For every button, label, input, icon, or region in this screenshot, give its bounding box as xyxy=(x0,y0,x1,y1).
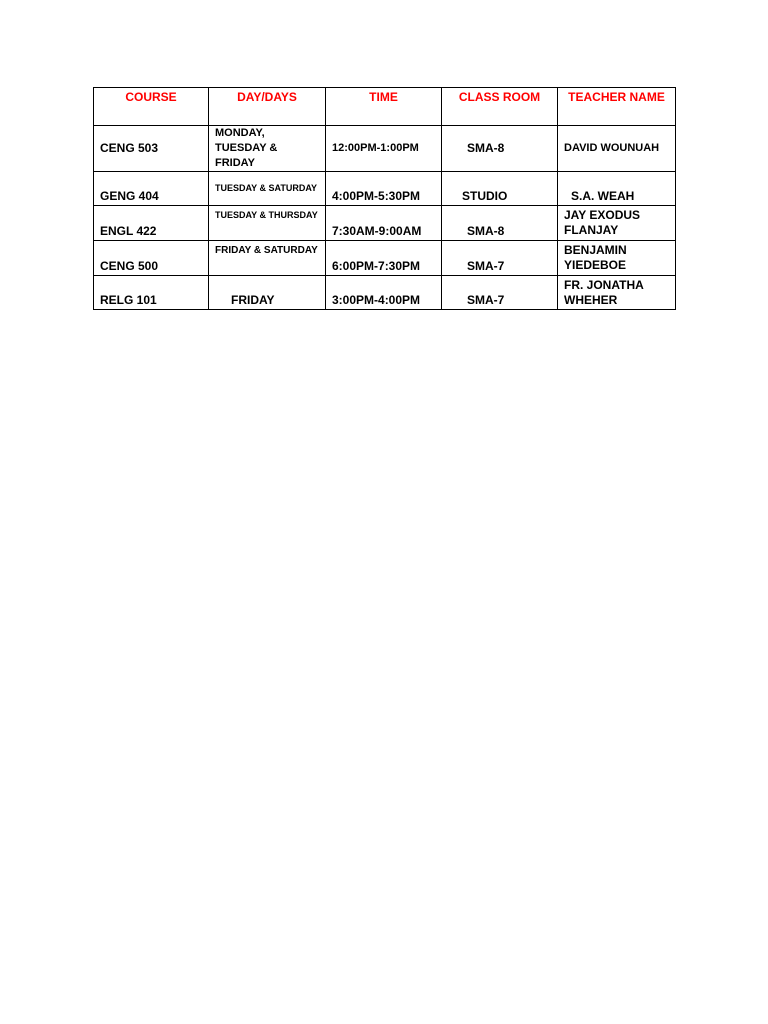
cell-teacher: FR. JONATHA WHEHER xyxy=(558,276,676,310)
cell-teacher: S.A. WEAH xyxy=(558,172,676,206)
cell-course: GENG 404 xyxy=(94,172,209,206)
cell-days: TUESDAY & THURSDAY xyxy=(209,206,326,241)
header-course: COURSE xyxy=(94,88,209,126)
cell-course: CENG 500 xyxy=(94,241,209,276)
cell-room: SMA-7 xyxy=(442,241,558,276)
cell-room: SMA-7 xyxy=(442,276,558,310)
cell-course: ENGL 422 xyxy=(94,206,209,241)
header-time: TIME xyxy=(326,88,442,126)
cell-days: FRIDAY xyxy=(209,276,326,310)
table-header-row xyxy=(94,88,676,126)
cell-teacher: DAVID WOUNUAH xyxy=(558,126,676,172)
cell-time: 6:00PM-7:30PM xyxy=(326,241,442,276)
cell-teacher: BENJAMIN YIEDEBOE xyxy=(558,241,676,276)
header-days: DAY/DAYS xyxy=(209,88,326,126)
table-row xyxy=(94,126,676,172)
cell-course: RELG 101 xyxy=(94,276,209,310)
cell-time: 12:00PM-1:00PM xyxy=(326,126,442,172)
cell-days: MONDAY, TUESDAY & FRIDAY xyxy=(209,126,326,172)
cell-days: TUESDAY & SATURDAY xyxy=(209,172,326,206)
cell-time: 3:00PM-4:00PM xyxy=(326,276,442,310)
cell-room: SMA-8 xyxy=(442,206,558,241)
table-row xyxy=(94,241,676,276)
header-class-room: CLASS ROOM xyxy=(442,88,558,126)
table-row xyxy=(94,206,676,241)
cell-days: FRIDAY & SATURDAY xyxy=(209,241,326,276)
cell-course: CENG 503 xyxy=(94,126,209,172)
header-teacher-name: TEACHER NAME xyxy=(558,88,676,126)
cell-time: 7:30AM-9:00AM xyxy=(326,206,442,241)
class-schedule-table xyxy=(93,87,676,310)
table-row xyxy=(94,276,676,310)
cell-room: SMA-8 xyxy=(442,126,558,172)
cell-teacher: JAY EXODUS FLANJAY xyxy=(558,206,676,241)
cell-time: 4:00PM-5:30PM xyxy=(326,172,442,206)
cell-room: STUDIO xyxy=(442,172,558,206)
table-row xyxy=(94,172,676,206)
